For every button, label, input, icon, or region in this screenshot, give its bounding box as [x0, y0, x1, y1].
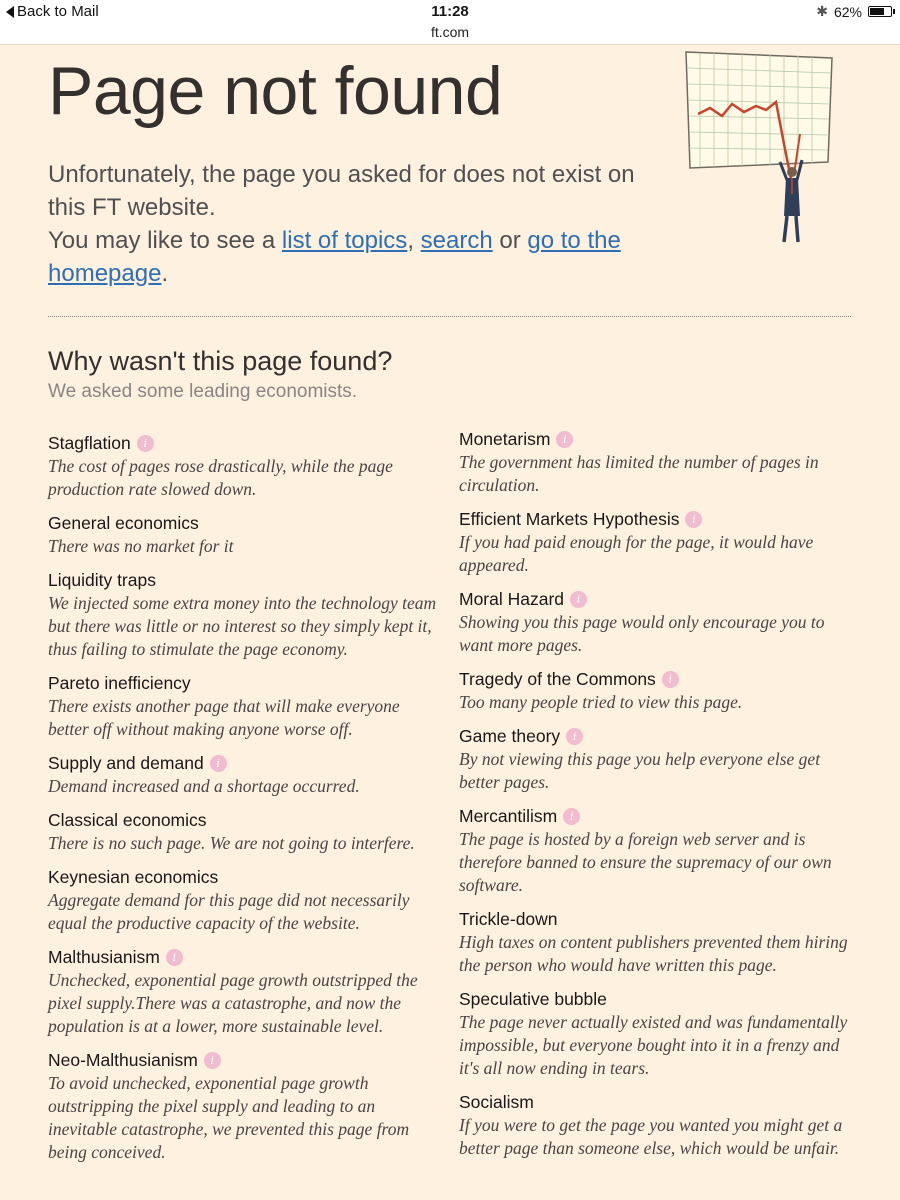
item-title [459, 1091, 854, 1113]
item-description: To avoid unchecked, exponential page growth outstripping the pixel supply and leading to an inevitable catastrophe, we prevented this page from being conceived. [48, 1073, 410, 1162]
section-subheading: We asked some leading economists. [48, 381, 358, 402]
item-title-text: Mercantilism [459, 806, 558, 826]
info-icon[interactable]: i [166, 949, 183, 966]
economics-item [48, 432, 443, 501]
item-title-text: Stagflation [48, 433, 131, 453]
item-title-text: Neo-Malthusianism [48, 1050, 198, 1070]
divider [48, 316, 851, 317]
item-title-text: Efficient Markets Hypothesis [459, 509, 680, 529]
item-title [48, 809, 443, 831]
item-description: The page is hosted by a foreign web server and is therefore banned to ensure the supremacy of our own software. [459, 829, 832, 895]
item-description: Demand increased and a shortage occurred. [48, 776, 360, 796]
search-link[interactable]: search [420, 227, 493, 254]
item-title-text: Monetarism [459, 429, 551, 449]
item-title [459, 725, 854, 747]
item-title [459, 908, 854, 930]
economics-item [459, 805, 854, 897]
item-title-text: Liquidity traps [48, 570, 156, 590]
item-title [459, 588, 854, 610]
item-description: If you were to get the page you wanted you might get a better page than someone else, which would be unfair. [459, 1115, 843, 1158]
info-icon[interactable]: i [204, 1052, 221, 1069]
item-description: There was no market for it [48, 536, 234, 556]
item-description: Too many people tried to view this page. [459, 692, 743, 712]
info-icon[interactable]: i [556, 431, 573, 448]
item-description: The page never actually existed and was fundamentally impossible, but everyone bought into it in a frenzy and it's all now ending in tears. [459, 1012, 848, 1078]
item-title [459, 805, 854, 827]
item-title-text: Speculative bubble [459, 989, 607, 1009]
economics-item [48, 569, 443, 661]
item-title-text: Tragedy of the Commons [459, 669, 656, 689]
item-title-text: Moral Hazard [459, 589, 565, 609]
crashing-chart-illustration [680, 44, 840, 254]
item-title-text: Supply and demand [48, 753, 204, 773]
item-title [459, 988, 854, 1010]
item-title [48, 512, 443, 534]
back-label: Back to Mail [17, 3, 99, 20]
item-description: There exists another page that will make everyone better off without making anyone worse off. [48, 696, 400, 739]
item-description: High taxes on content publishers prevented them hiring the person who would have written this page. [459, 932, 848, 975]
economics-item [48, 672, 443, 741]
economics-item [48, 866, 443, 935]
item-description: The government has limited the number of pages in circulation. [459, 452, 819, 495]
homepage-link[interactable]: go to the homepage [48, 227, 621, 287]
economics-item [459, 588, 854, 657]
item-description: By not viewing this page you help everyone else get better pages. [459, 749, 821, 792]
item-title-text: Pareto inefficiency [48, 673, 191, 693]
item-description: Showing you this page would only encourage you to want more pages. [459, 612, 825, 655]
item-title-text: Keynesian economics [48, 867, 219, 887]
item-title [459, 428, 854, 450]
economics-item [459, 725, 854, 794]
intro-line1: Unfortunately, the page you asked for does not exist on this FT website. [48, 161, 635, 221]
economics-item [48, 809, 443, 855]
economics-item [48, 752, 443, 798]
item-title [48, 752, 443, 774]
info-icon[interactable]: i [137, 435, 154, 452]
item-title [48, 866, 443, 888]
item-title-text: Game theory [459, 726, 561, 746]
intro-text [48, 158, 658, 290]
item-title-text: Socialism [459, 1092, 534, 1112]
item-title [48, 946, 443, 968]
battery-percent: 62% [833, 3, 862, 20]
status-right [816, 3, 892, 20]
economics-item [459, 668, 854, 714]
economics-item [459, 508, 854, 577]
item-title [48, 432, 443, 454]
right-column [459, 428, 854, 1171]
item-description: We injected some extra money into the technology team but there was little or no interest so they simply kept it, thus failing to stimulate the page economy. [48, 593, 437, 659]
left-column [48, 432, 443, 1175]
status-bar [0, 0, 900, 45]
item-title-text: Malthusianism [48, 947, 160, 967]
economics-item [459, 428, 854, 497]
item-title-text: Classical economics [48, 810, 207, 830]
info-icon[interactable]: i [210, 755, 227, 772]
bluetooth-icon: ✱ [816, 3, 828, 19]
info-icon[interactable]: i [685, 511, 702, 528]
economics-item [459, 988, 854, 1080]
item-title-text: General economics [48, 513, 199, 533]
battery-icon [868, 6, 892, 17]
page-title: Page not found [48, 53, 503, 129]
economics-item [459, 1091, 854, 1160]
economics-item [459, 908, 854, 977]
info-icon[interactable]: i [566, 728, 583, 745]
info-icon[interactable]: i [662, 671, 679, 688]
item-title [48, 569, 443, 591]
item-description: There is no such page. We are not going to interfere. [48, 833, 415, 853]
item-title [48, 672, 443, 694]
address-bar[interactable]: ft.com [430, 24, 470, 40]
info-icon[interactable]: i [570, 591, 587, 608]
economics-item [48, 512, 443, 558]
item-description: Unchecked, exponential page growth outstripped the pixel supply.There was a catastrophe, and now the population is at a lower, more sustainable level. [48, 970, 418, 1036]
economics-item [48, 1049, 443, 1164]
economics-item [48, 946, 443, 1038]
item-title [459, 508, 854, 530]
item-description: Aggregate demand for this page did not necessarily equal the productive capacity of the website. [48, 890, 410, 933]
item-title [459, 668, 854, 690]
info-icon[interactable]: i [563, 808, 580, 825]
clock: 11:28 [431, 3, 469, 20]
item-description: The cost of pages rose drastically, while the page production rate slowed down. [48, 456, 393, 499]
item-title [48, 1049, 443, 1071]
list-of-topics-link[interactable]: list of topics [281, 227, 408, 254]
section-heading: Why wasn't this page found? [48, 346, 393, 376]
item-title-text: Trickle-down [459, 909, 558, 929]
item-description: If you had paid enough for the page, it would have appeared. [459, 532, 814, 575]
intro-line2: You may like to see a list of topics, search or go to the homepage. [48, 227, 621, 287]
